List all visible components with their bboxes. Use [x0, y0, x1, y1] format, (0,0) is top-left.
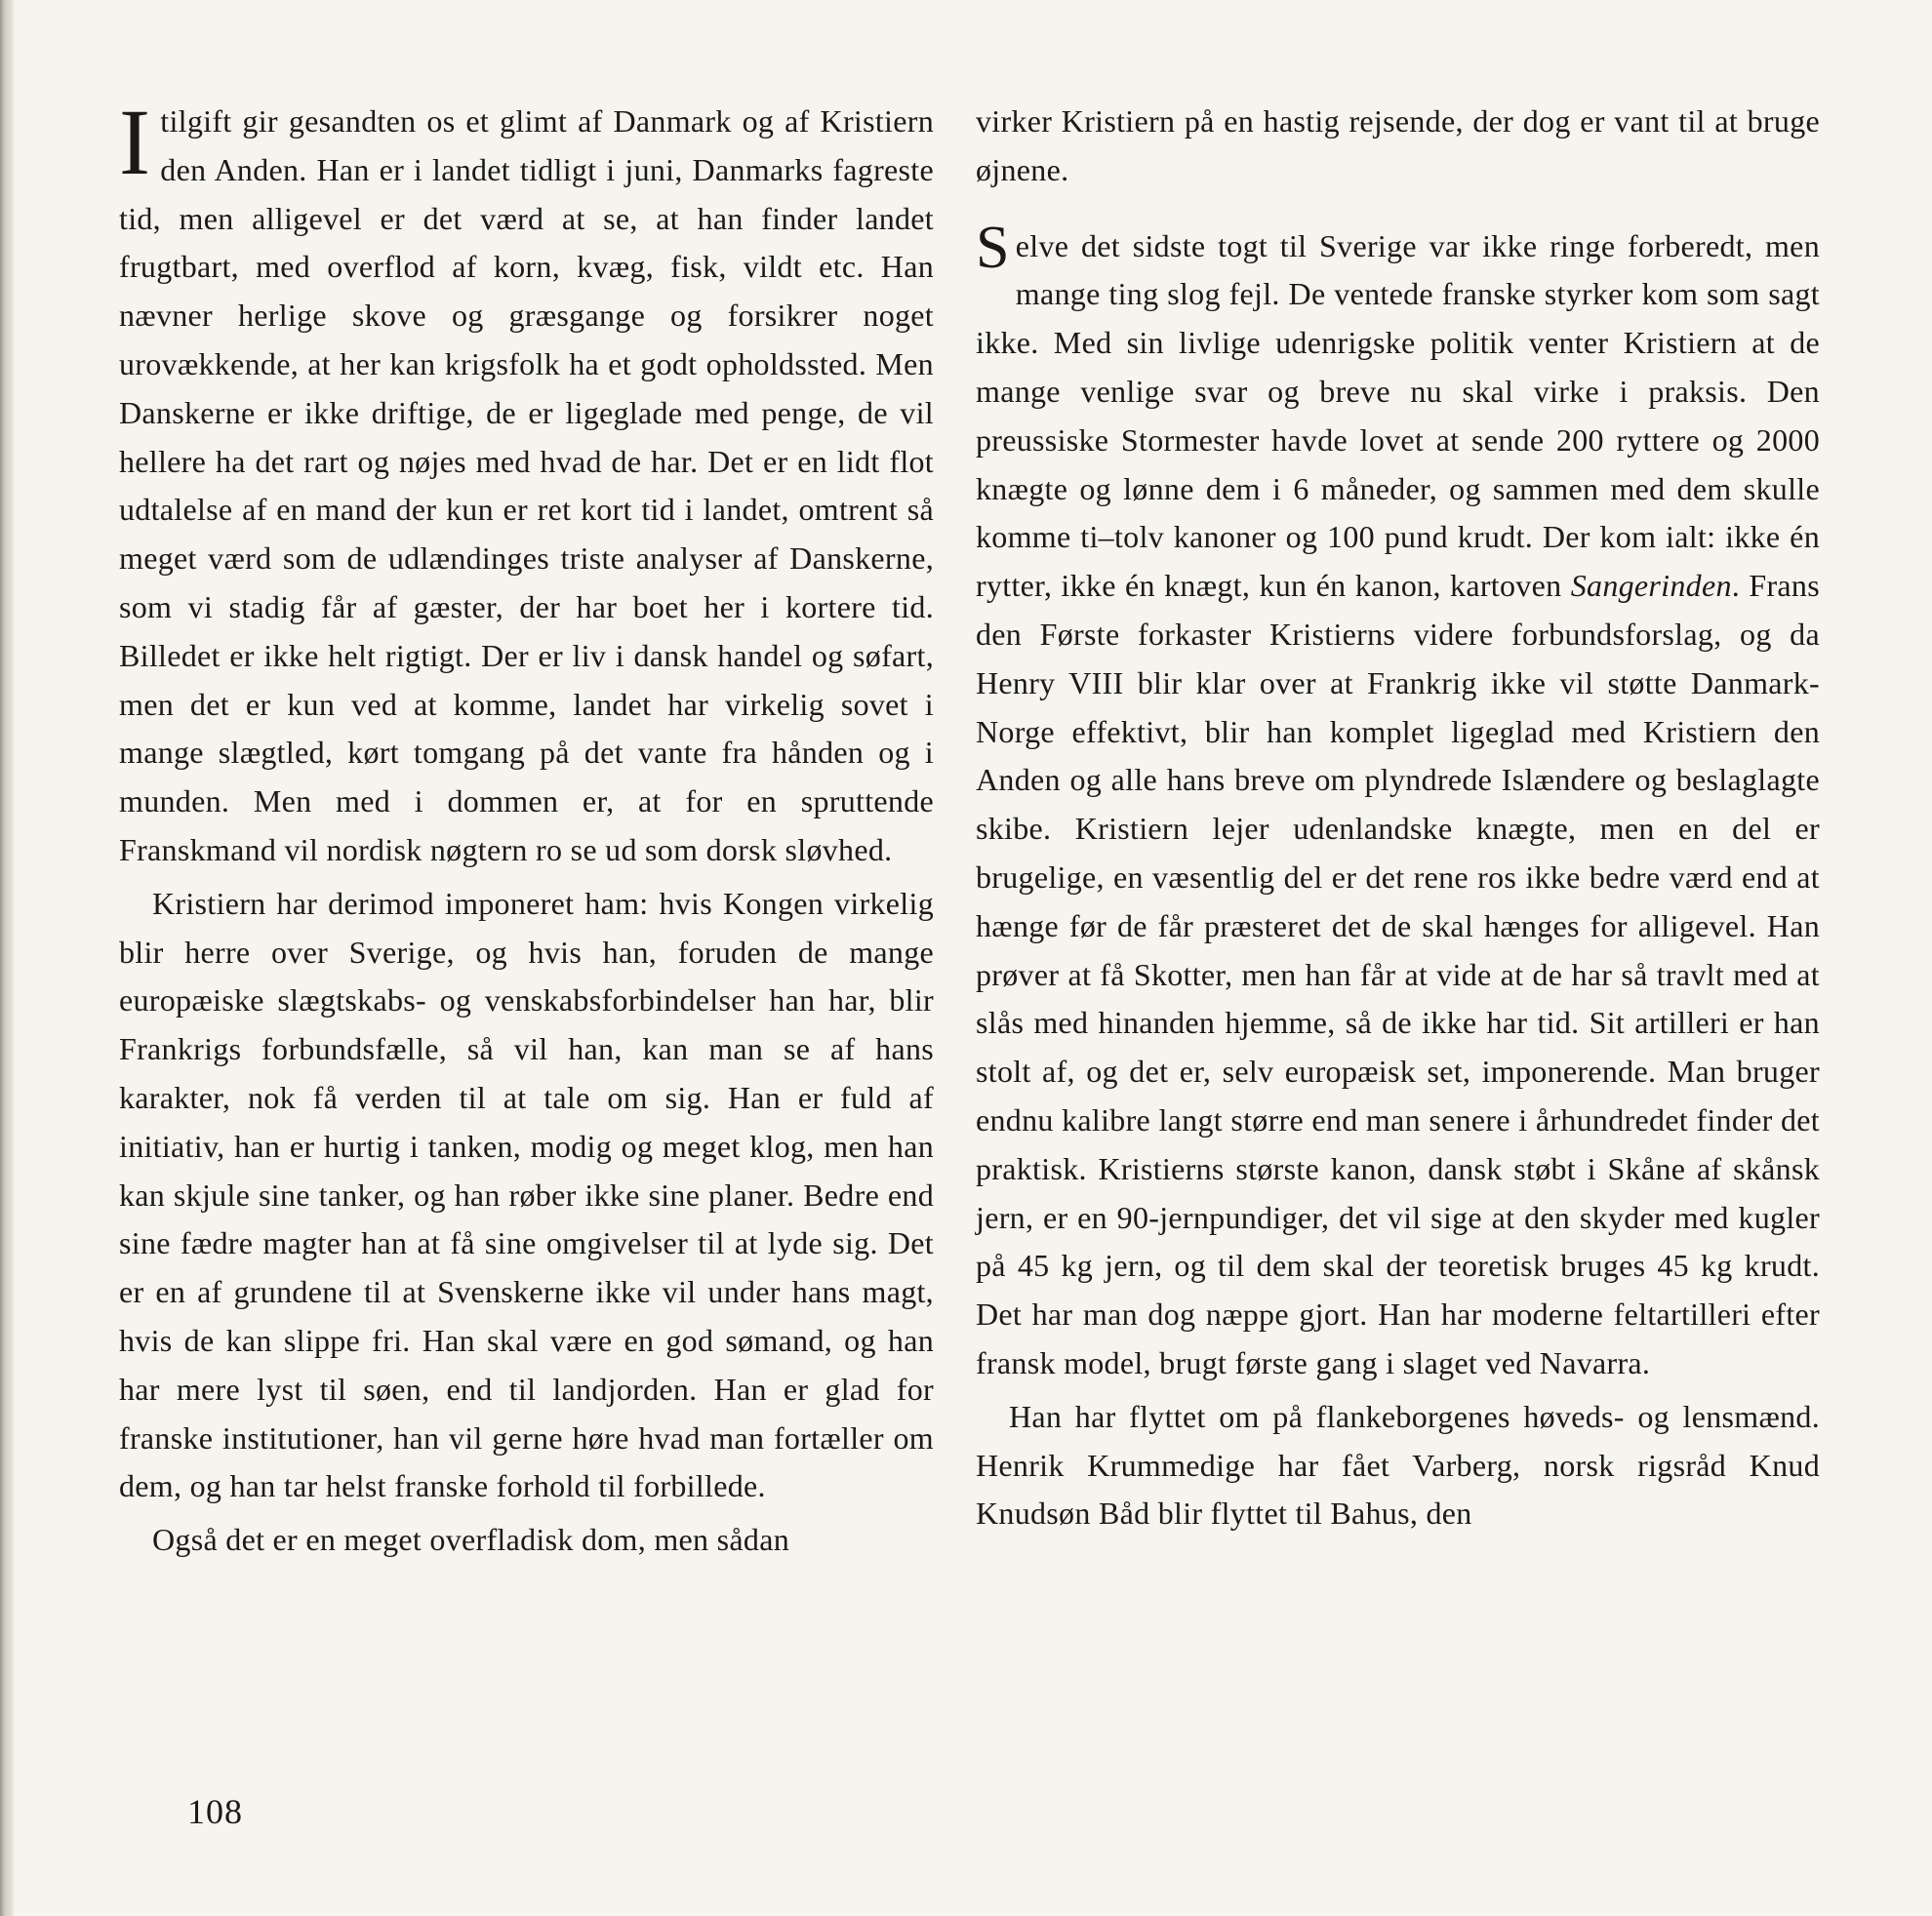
right-paragraph-2-text-b: . Frans den Første forkaster Kristierns videre forbundsforslag, og da Henry VIII blir klar over at Frankrig ikke vil støtte Danmark-Norge effektivt, blir han komplet ligeglad med Kristiern den Anden og alle hans breve om plyndrede Islændere og beslaglagte skibe. Kristiern lejer udenlandske knægte, men en del er brugelige, en væsentlig del er det rene ros ikke bedre værd end at hænge før de får præsteret det de skal hænges for alligevel. Han prøver at få Skotter, men han får at vide at de har så travlt med at slås med hinanden hjemme, så de ikke har tid. Sit artilleri er han stolt af, og det er, selv europæisk set, imponerende. Man bruger endnu kalibre langt større end man senere i århundredet finder det praktisk. Kristierns største kanon, dansk støbt i Skåne af skånsk jern, er en 90-jernpundiger, det vil sige at den skyder med kugler på 45 kg jern, og til dem skal der teoretisk bruges 45 kg krudt. Det har man dog næppe gjort. Han har moderne feltartilleri efter fransk model, brugt første gang i slaget ved Navarra. [976, 568, 1820, 1380]
left-paragraph-1-text: tilgift gir gesandten os et glimt af Danmark og af Kristiern den Anden. Han er i landet tidligt i juni, Danmarks fagreste tid, men alligevel er det værd at se, at han finder landet frugtbart, med overflod af korn, kvæg, fisk, vildt etc. Han nævner herlige skove og græsgange og forsikrer noget urovækkende, at her kan krigsfolk ha et godt opholdssted. Men Danskerne er ikke driftige, de er ligeglade med penge, de vil hellere ha det rart og nøjes med hvad de har. Det er en lidt flot udtalelse af en mand der kun er ret kort tid i landet, omtrent så meget værd som de udlændinges triste analyser af Danskerne, som vi stadig får af gæster, der har boet her i kortere tid. Billedet er ikke helt rigtigt. Der er liv i dansk handel og søfart, men det er kun ved at komme, landet har virkelig sovet i mange slægtled, kørt tomgang på det vante fra hånden og i munden. Men med i dommen er, at for en spruttende Franskmand vil nordisk nøgtern ro se ud som dorsk sløvhed. [119, 103, 934, 867]
right-paragraph-2 [976, 214, 1820, 1388]
right-paragraph-1: virker Kristiern på en hastig rejsende, der dog er vant til at bruge øjnene. [976, 103, 1820, 187]
left-paragraph-2: Kristiern har derimod imponeret ham: hvis Kongen virkelig blir herre over Sverige, og hvis han, foruden de mange europæiske slægtskabs- og venskabsforbindelser han har, blir Frankrigs forbundsfælle, så vil han, kan man se af hans karakter, nok få verden til at tale om sig. Han er fuld af initiativ, han er hurtig i tanken, modig og meget klog, men han kan skjule sine tanker, og han røber ikke sine planer. Bedre end sine fædre magter han at få sine omgivelser til at lyde sig. Det er en af grundene til at Svenskerne ikke vil under hans magt, hvis de kan slippe fri. Han skal være en god sømand, og han har mere lyst til søen, end til landjorden. Han er glad for franske institutioner, han vil gerne høre hvad man fortæller om dem, og han tar helst franske forhold til forbillede. [119, 885, 934, 1504]
right-column [976, 98, 1820, 1538]
dropcap-letter: I [119, 90, 151, 194]
right-paragraph-3: Han har flyttet om på flankeborgenes høveds- og lensmænd. Henrik Krummedige har fået Varberg, norsk rigsråd Knud Knudsøn Båd blir flyttet til Bahus, den [976, 1398, 1820, 1532]
left-paragraph-3: Også det er en meget overfladisk dom, men sådan [152, 1522, 790, 1558]
left-column [119, 90, 934, 1565]
book-gutter [0, 0, 14, 1916]
page-number: 108 [187, 1792, 243, 1831]
right-paragraph-2-text-a: elve det sidste togt til Sverige var ikke ringe forberedt, men mange ting slog fejl. De ventede franske styrker kom som sagt ikke. Med sin livlige udenrigske politik venter Kristiern at de mange venlige svar og breve nu skal virke i praksis. Den preussiske Stormester havde lovet at sende 200 ryttere og 2000 knægte og lønne dem i 6 måneder, og sammen med dem skulle komme ti–tolv kanoner og 100 pund krudt. Der kom ialt: ikke én rytter, ikke én knægt, kun én kanon, kartoven [976, 227, 1820, 604]
dropcap-letter: S [976, 214, 1010, 281]
ship-name-italic: Sangerinden [1570, 568, 1732, 604]
left-paragraph-1 [119, 90, 934, 875]
